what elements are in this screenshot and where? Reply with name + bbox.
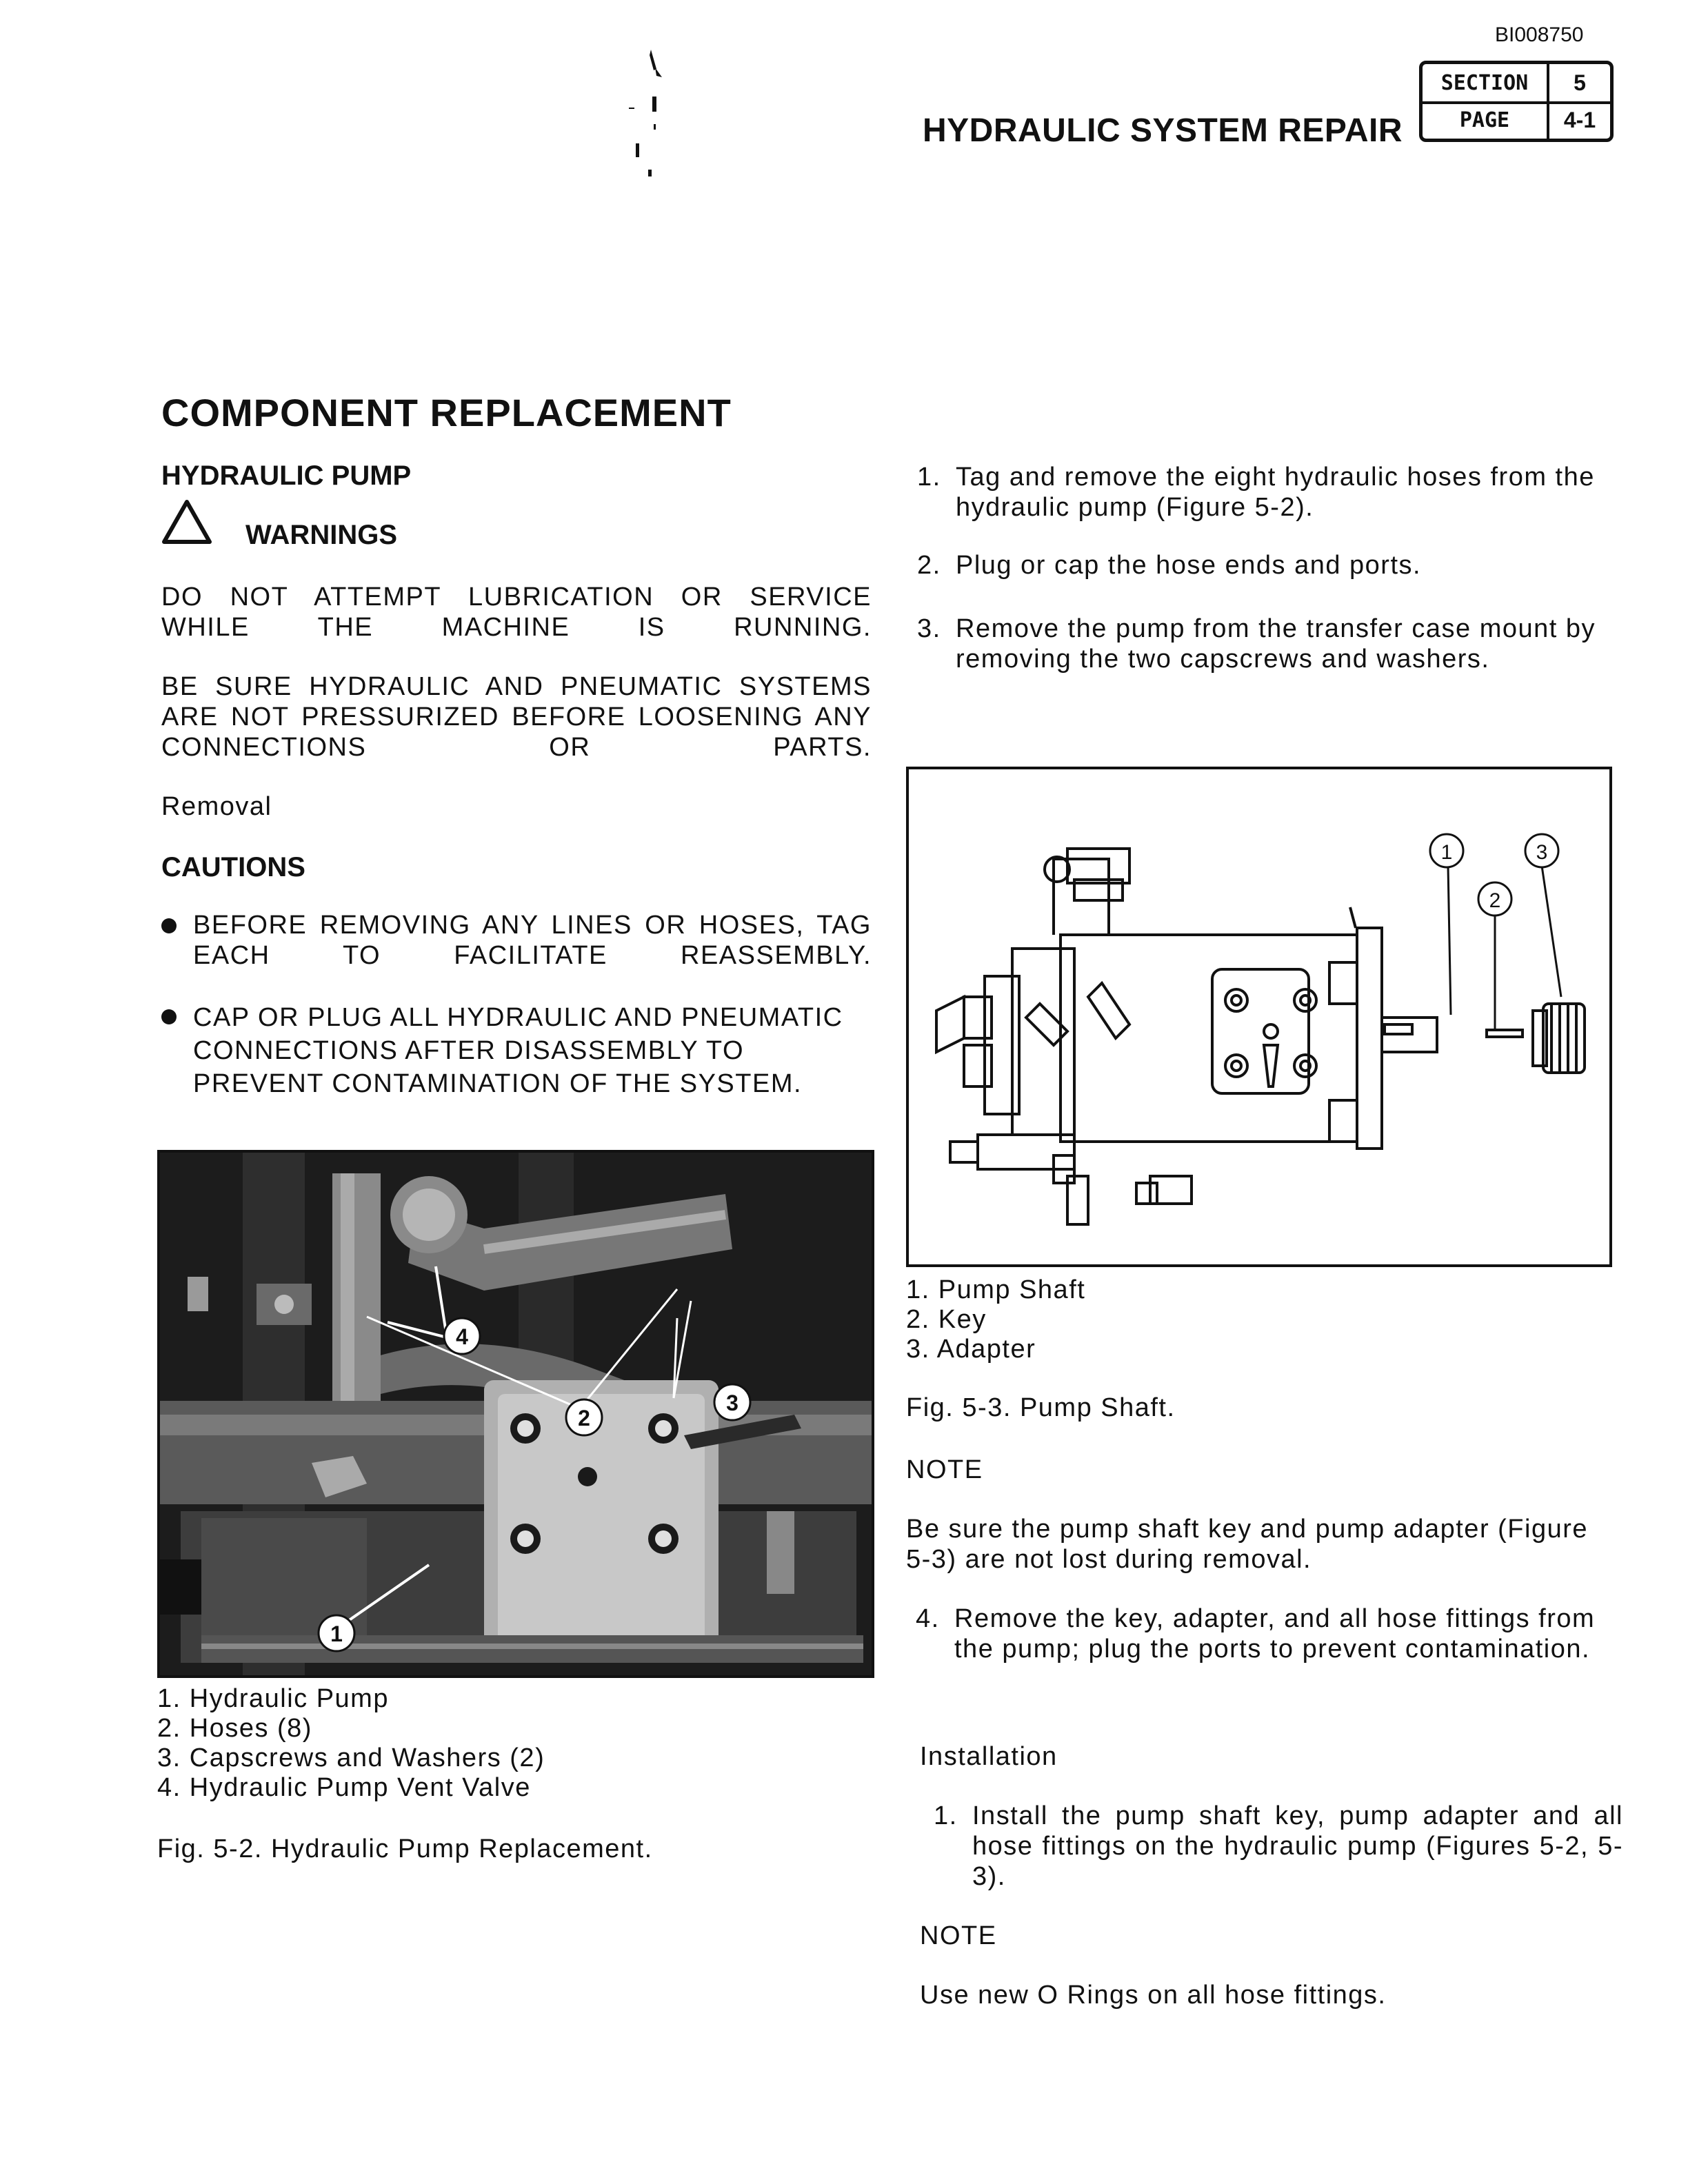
callout-2: [566, 1399, 602, 1435]
callout-1-label: 1: [330, 1621, 343, 1646]
page-value: 4-1: [1563, 107, 1596, 132]
section-value: 5: [1574, 70, 1586, 95]
legend-item: 3. Adapter: [906, 1335, 1036, 1364]
page-label: PAGE: [1423, 101, 1549, 139]
warning-text-1: DO NOT ATTEMPT LUBRICATION OR SERVICE WHILE THE MACHINE IS RUNNING.: [161, 583, 872, 642]
callout-2-label: 2: [578, 1406, 590, 1430]
cautions-heading: CAUTIONS: [161, 852, 305, 882]
removal-step-3: 3. Remove the pump from the transfer case mount by removing the two capscrews and washers.: [917, 614, 1596, 674]
pump-shaft-line-drawing: [909, 769, 1609, 1264]
subheading-hydraulic-pump: HYDRAULIC PUMP: [161, 461, 412, 491]
install-step-1: 1. Install the pump shaft key, pump adapter and all hose fittings on the hydraulic pump (Figures 5-2, 5-3).: [934, 1801, 1623, 1891]
callout-3: [1525, 834, 1558, 867]
installation-label: Installation: [920, 1742, 1058, 1771]
legend-item: 3. Capscrews and Washers (2): [157, 1743, 545, 1772]
removal-label: Removal: [161, 792, 272, 821]
figure-5-2-photo: [157, 1150, 874, 1678]
callout-3: [714, 1384, 750, 1420]
main-heading: COMPONENT REPLACEMENT: [161, 391, 732, 434]
callout-2: [1478, 882, 1511, 916]
callout-1: [319, 1615, 354, 1651]
caution-text-1: BEFORE REMOVING ANY LINES OR HOSES, TAG EACH TO FACILITATE REASSEMBLY.: [193, 911, 872, 970]
warning-triangle-icon: [161, 499, 212, 545]
callout-4: [444, 1318, 480, 1354]
caution-item-2: [161, 1001, 872, 1100]
note-label-1: NOTE: [906, 1455, 983, 1484]
figure-5-3-caption: Fig. 5-3. Pump Shaft.: [906, 1393, 1176, 1422]
legend-item: 1. Pump Shaft: [906, 1275, 1086, 1304]
scan-marks: [593, 41, 662, 193]
caution-text-2: CAP OR PLUG ALL HYDRAULIC AND PNEUMATIC CONNECTIONS AFTER DISASSEMBLY TO PREVENT CONTAMINATION OF THE SYSTEM.: [193, 1003, 843, 1098]
callout-3-label: 3: [726, 1391, 738, 1415]
section-label: SECTION: [1423, 64, 1549, 101]
callout-1: [1430, 834, 1463, 867]
figure-5-3-legend: [906, 1275, 1085, 1364]
figure-5-3-drawing: [906, 767, 1612, 1267]
callout-2-label: 2: [1489, 889, 1501, 912]
figure-5-2-caption: Fig. 5-2. Hydraulic Pump Replacement.: [157, 1834, 653, 1863]
warnings-heading: WARNINGS: [245, 520, 397, 550]
removal-step-4: 4. Remove the key, adapter, and all hose fittings from the pump; plug the ports to prevent contamination.: [916, 1604, 1596, 1664]
section-page-box: [1419, 61, 1614, 142]
legend-item: 1. Hydraulic Pump: [157, 1684, 389, 1713]
hydraulic-pump-photo-illustration: [160, 1153, 872, 1675]
callout-1-label: 1: [1440, 841, 1453, 864]
callout-3-label: 3: [1536, 841, 1548, 864]
legend-item: 2. Hoses (8): [157, 1714, 312, 1743]
page-header-title: HYDRAULIC SYSTEM REPAIR: [923, 112, 1403, 149]
note-text-1: Be sure the pump shaft key and pump adapter (Figure 5-3) are not lost during removal.: [906, 1515, 1589, 1574]
removal-step-2: 2. Plug or cap the hose ends and ports.: [917, 551, 1422, 580]
bullet-icon: [161, 918, 177, 933]
removal-step-1: 1. Tag and remove the eight hydraulic hoses from the hydraulic pump (Figure 5-2).: [917, 463, 1595, 522]
note-label-2: NOTE: [920, 1921, 997, 1950]
warning-text-2: BE SURE HYDRAULIC AND PNEUMATIC SYSTEMS ARE NOT PRESSURIZED BEFORE LOOSENING ANY CONNECTIONS OR PARTS.: [161, 672, 872, 762]
caution-item-1: [161, 910, 872, 971]
note-text-2: Use new O Rings on all hose fittings.: [920, 1981, 1387, 2010]
document-id: BI008750: [1495, 23, 1584, 46]
legend-item: 2. Key: [906, 1305, 987, 1334]
figure-5-2-legend: [157, 1684, 545, 1803]
bullet-icon: [161, 1009, 177, 1024]
legend-item: 4. Hydraulic Pump Vent Valve: [157, 1773, 531, 1802]
callout-4-label: 4: [456, 1324, 468, 1349]
